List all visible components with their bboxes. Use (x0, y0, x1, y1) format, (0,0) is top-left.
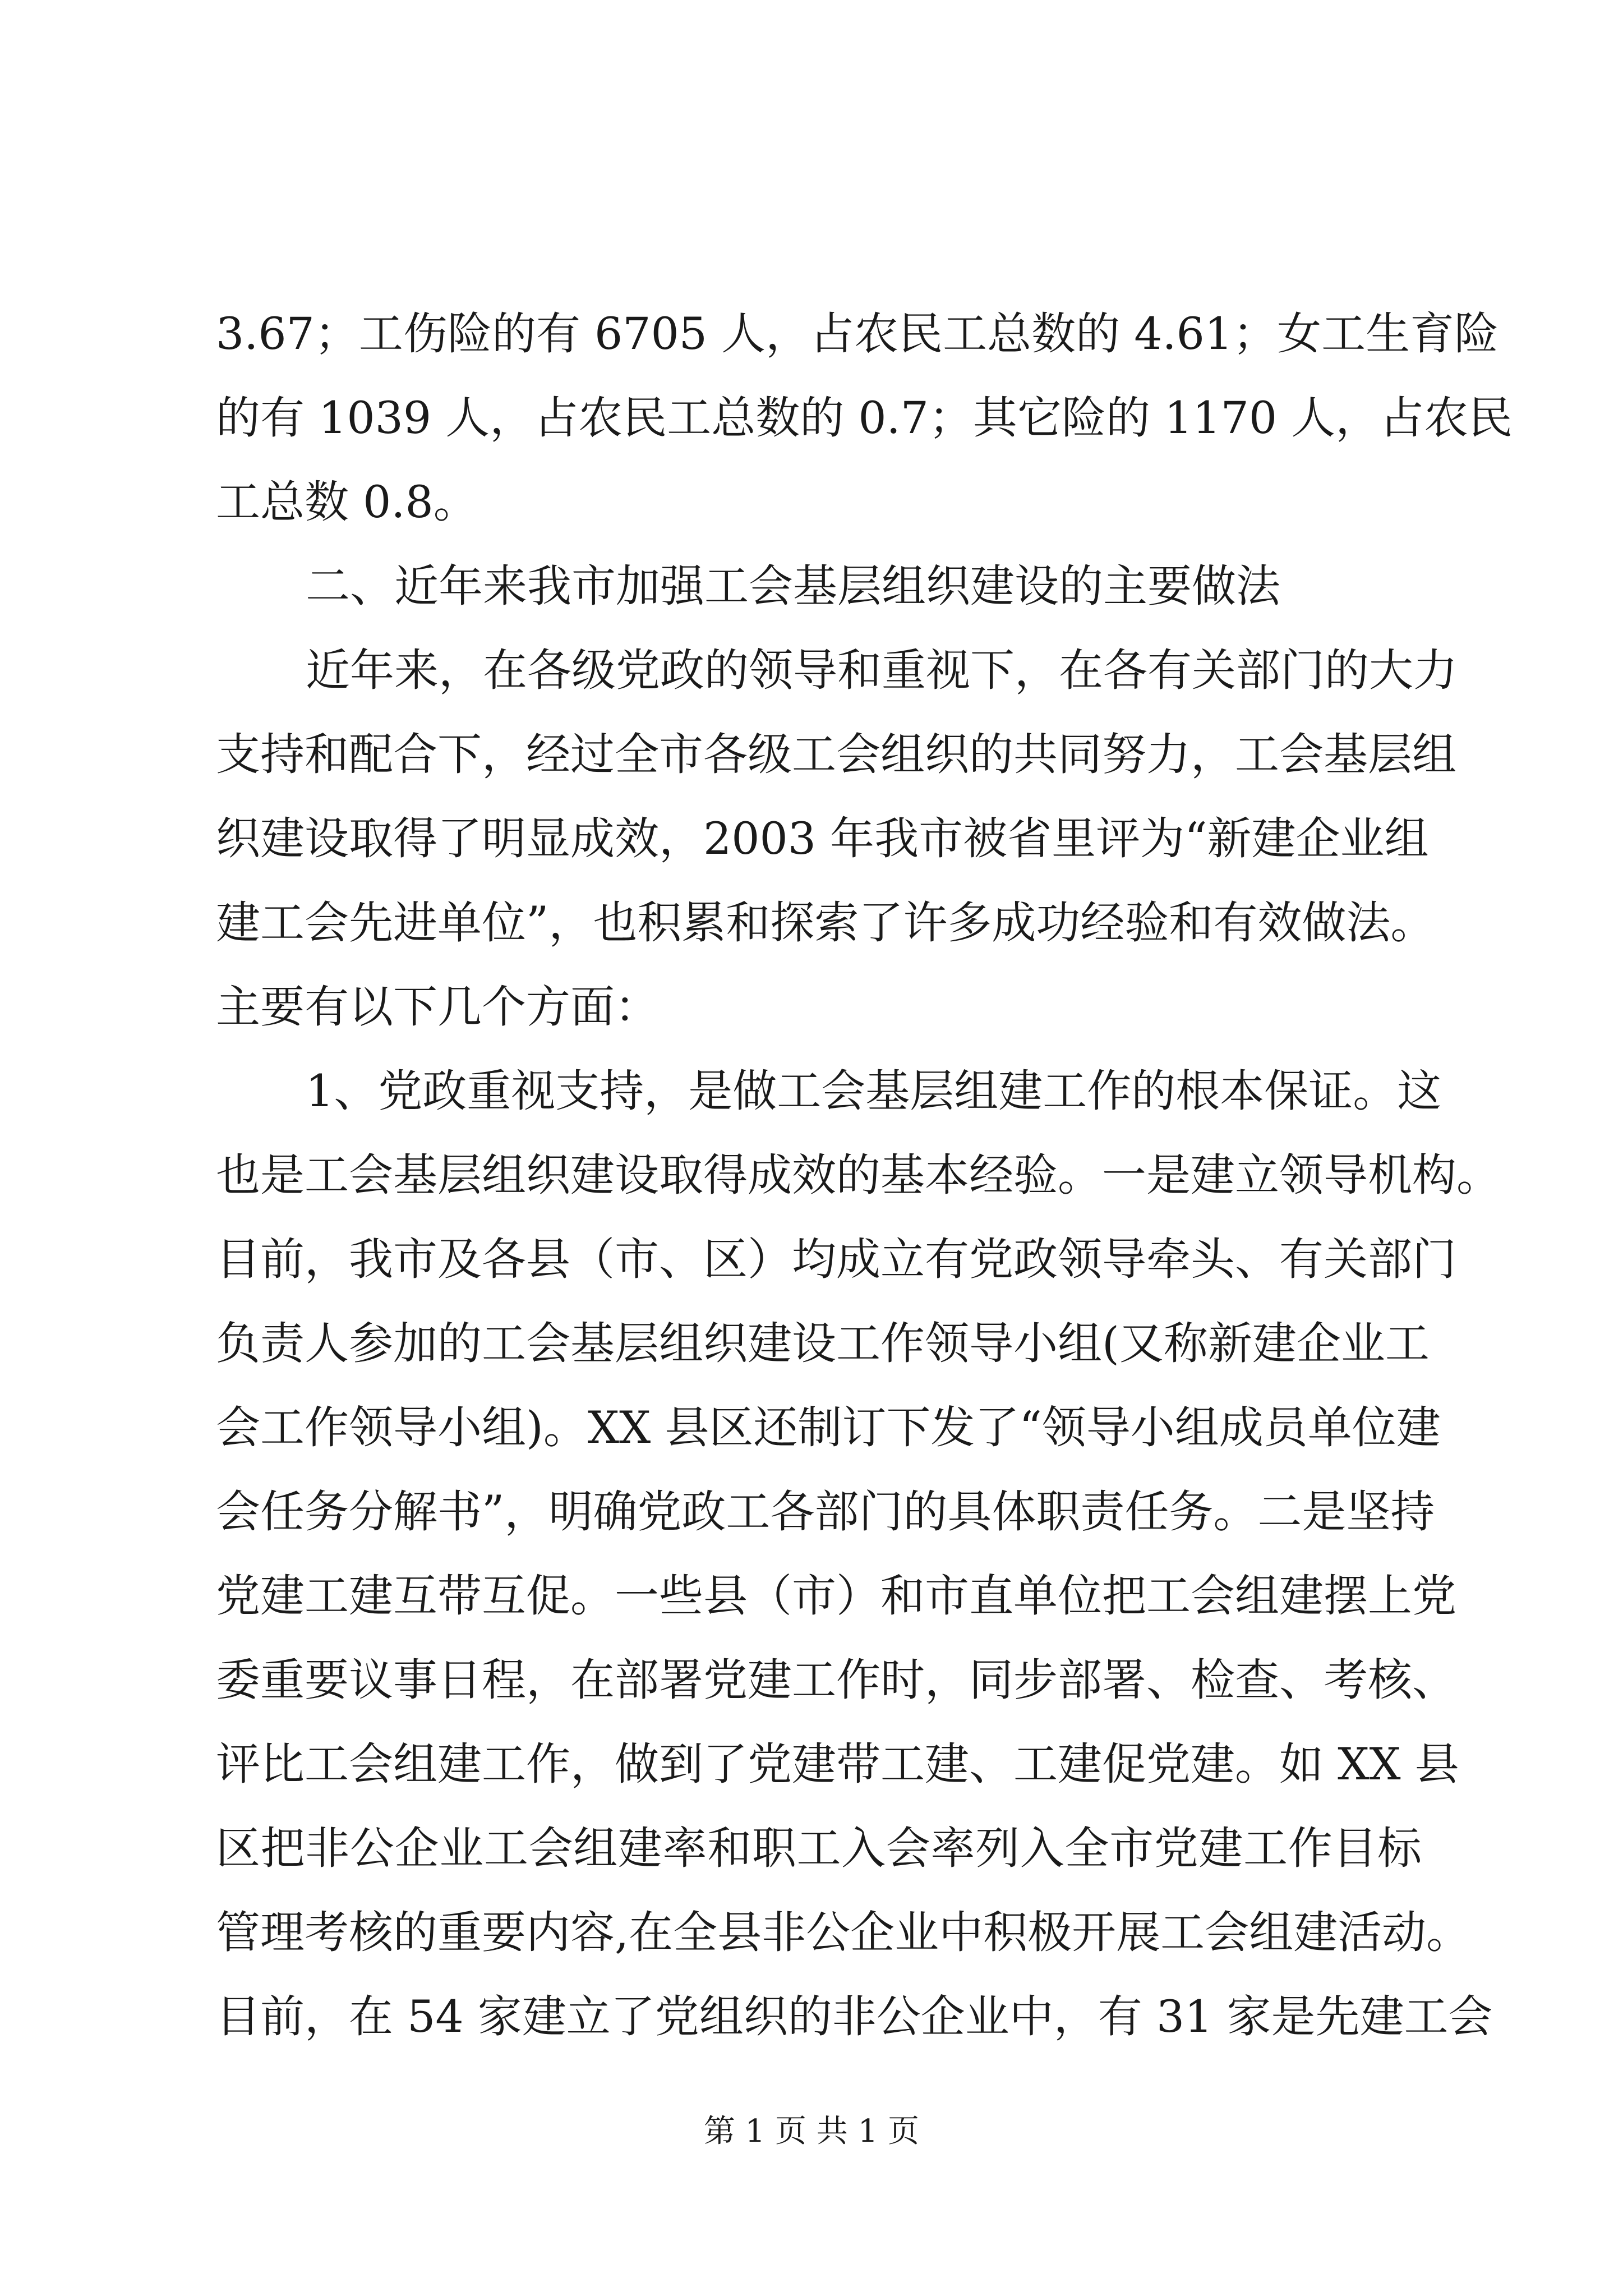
text-line: 目前，我市及各县（市、区）均成立有党政领导牵头、有关部门 (216, 1234, 1456, 1285)
text-line: 委重要议事日程，在部署党建工作时，同步部署、检查、考核、 (216, 1654, 1456, 1706)
text-line: 支持和配合下，经过全市各级工会组织的共同努力，工会基层组 (216, 729, 1456, 780)
page-footer: 第 1 页 共 1 页 (703, 2113, 920, 2150)
text-line: 区把非公企业工会组建率和职工入会率列入全市党建工作目标 (216, 1823, 1422, 1874)
text-line: 主要有以下几个方面： (216, 981, 659, 1033)
text-line: 管理考核的重要内容,在全县非公企业中积极开展工会组建活动。 (216, 1907, 1471, 1958)
document-body (216, 292, 1513, 2059)
text-line: 党建工建互带互促。一些县（市）和市直单位把工会组建摆上党 (216, 1570, 1456, 1622)
text-line: 工总数 0.8。 (216, 476, 478, 528)
text-line: 也是工会基层组织建设取得成效的基本经验。一是建立领导机构。 (216, 1149, 1501, 1201)
text-line: 会工作领导小组)。XX 县区还制订下发了“领导小组成员单位建 (216, 1402, 1441, 1453)
text-line: 目前，在 54 家建立了党组织的非公企业中，有 31 家是先建工会 (216, 1991, 1493, 2042)
text-line: 近年来，在各级党政的领导和重视下，在各有关部门的大力 (306, 645, 1458, 696)
text-line: 3.67；工伤险的有 6705 人，占农民工总数的 4.61；女工生育险 (216, 308, 1499, 360)
text-line: 的有 1039 人，占农民工总数的 0.7；其它险的 1170 人，占农民 (216, 392, 1513, 444)
text-line: 织建设取得了明显成效，2003 年我市被省里评为“新建企业组 (216, 813, 1429, 864)
section-heading: 二、近年来我市加强工会基层组织建设的主要做法 (306, 560, 1280, 612)
text-line: 评比工会组建工作，做到了党建带工建、工建促党建。如 XX 县 (216, 1738, 1459, 1790)
text-line: 会任务分解书”，明确党政工各部门的具体职责任务。二是坚持 (216, 1486, 1435, 1538)
text-line: 建工会先进单位”，也积累和探索了许多成功经验和有效做法。 (216, 897, 1435, 949)
text-line: 1、党政重视支持，是做工会基层组建工作的根本保证。这 (306, 1065, 1442, 1117)
text-line: 负责人参加的工会基层组织建设工作领导小组(又称新建企业工 (216, 1318, 1430, 1369)
